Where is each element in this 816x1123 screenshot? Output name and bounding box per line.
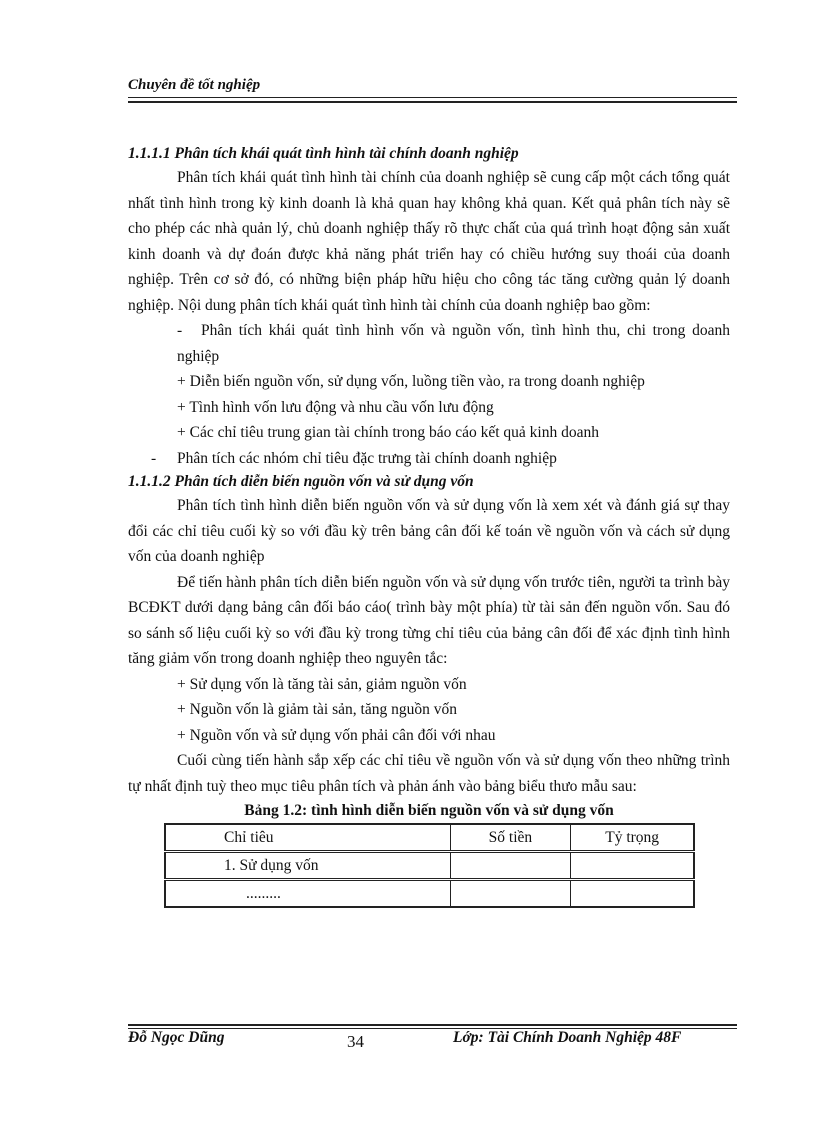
section1-paragraph: Phân tích khái quát tình hình tài chính của doanh nghiệp sẽ cung cấp một cách tổng quát nhất tình hình trong kỳ kinh doanh là khả quan hay không khả quan. Kết quả phân tích này sẽ cho phép các nhà quản lý, chủ doanh nghiệp thấy rõ thực chất của quá trình hoạt động sản xuất kinh doanh và dự đoán được khả năng phát triển hay có chiều hướng suy thoái của doanh nghiệp. Trên cơ sở đó, có những biện pháp hữu hiệu cho công tác tăng cường quản lý doanh nghiệp. Nội dung phân tích khái quát tình hình tài chính của doanh nghiệp bao gồm: [128,169,730,314]
footer-class-label: Lớp: Tài Chính Doanh Nghiệp 48F [453,1029,682,1046]
table-cell [450,852,571,880]
table-row [165,852,694,880]
running-header: Chuyên đề tốt nghiệp [128,77,261,93]
section-heading-2: 1.1.1.2 Phân tích diễn biến nguồn vốn và sử dụng vốn [128,473,474,490]
list-item: + Các chỉ tiêu trung gian tài chính trong báo cáo kết quả kinh doanh [177,424,599,441]
page-number: 34 [347,1032,364,1051]
dash-item-text: Phân tích khái quát tình hình vốn và nguồn vốn, tình hình thu, chi trong doanh nghiệp [177,322,730,365]
table-cell: ......... [165,880,450,908]
section2-paragraph-1: Phân tích tình hình diễn biến nguồn vốn và sử dụng vốn là xem xét và đánh giá sự thay đổi các chỉ tiêu cuối kỳ so với đầu kỳ trên bảng cân đối kế toán về nguồn vốn và cách sử dụng vốn của doanh nghiệp [128,497,730,565]
list-item: + Diễn biến nguồn vốn, sử dụng vốn, luồng tiền vào, ra trong doanh nghiệp [177,373,645,390]
table-cell [571,852,694,880]
table-cell [450,880,571,908]
list-item: + Nguồn vốn và sử dụng vốn phải cân đối với nhau [177,726,496,744]
header-cell-indicator: Chỉ tiêu [165,824,450,852]
header-cell-ratio: Tỷ trọng [571,824,694,852]
dash-item-text: Phân tích các nhóm chỉ tiêu đặc trưng tài chính doanh nghiệp [177,449,557,467]
dash-marker: - [177,322,183,339]
footer-rule-thick [128,1024,737,1026]
list-item: + Tình hình vốn lưu động và nhu cầu vốn lưu động [177,398,494,416]
page-content [128,143,730,908]
header-rule-thick [128,101,737,103]
section-heading-1: 1.1.1.1 Phân tích khái quát tình hình tài chính doanh nghiệp [128,145,519,162]
table-header-row [165,824,694,852]
list-item: + Nguồn vốn là giảm tài sản, tăng nguồn vốn [177,701,457,718]
footer-author: Đỗ Ngọc Dũng [128,1029,225,1046]
dash-marker: - [151,449,157,467]
section2-paragraph-3: Cuối cùng tiến hành sắp xếp các chỉ tiêu về nguồn vốn và sử dụng vốn theo những trình tự nhất định tuỳ theo mục tiêu phân tích và phản ánh vào bảng biểu thưo mẫu sau: [128,752,730,795]
header-cell-amount: Số tiền [450,824,571,852]
table-cell: 1. Sử dụng vốn [165,852,450,880]
list-item: + Sử dụng vốn là tăng tài sản, giảm nguồn vốn [177,675,467,693]
header-rule-thin [128,97,737,98]
cash-flow-table [164,823,695,908]
table-cell [571,880,694,908]
section1-dash-item [128,318,730,369]
table-caption: Bảng 1.2: tình hình diễn biến nguồn vốn và sử dụng vốn [244,802,614,819]
table-row [165,880,694,908]
section2-paragraph-2: Để tiến hành phân tích diễn biến nguồn vốn và sử dụng vốn trước tiên, người ta trình bày BCĐKT dưới dạng bảng cân đối báo cáo( trình bày một phía) từ tài sản đến nguồn vốn. Sau đó so sánh số liệu cuối kỳ so với đầu kỳ trong từng chỉ tiêu của bảng cân đối để xác định tình hình tăng giảm vốn trong doanh nghiệp theo nguyên tắc: [128,573,730,667]
section1-dash-item-2 [128,446,730,472]
